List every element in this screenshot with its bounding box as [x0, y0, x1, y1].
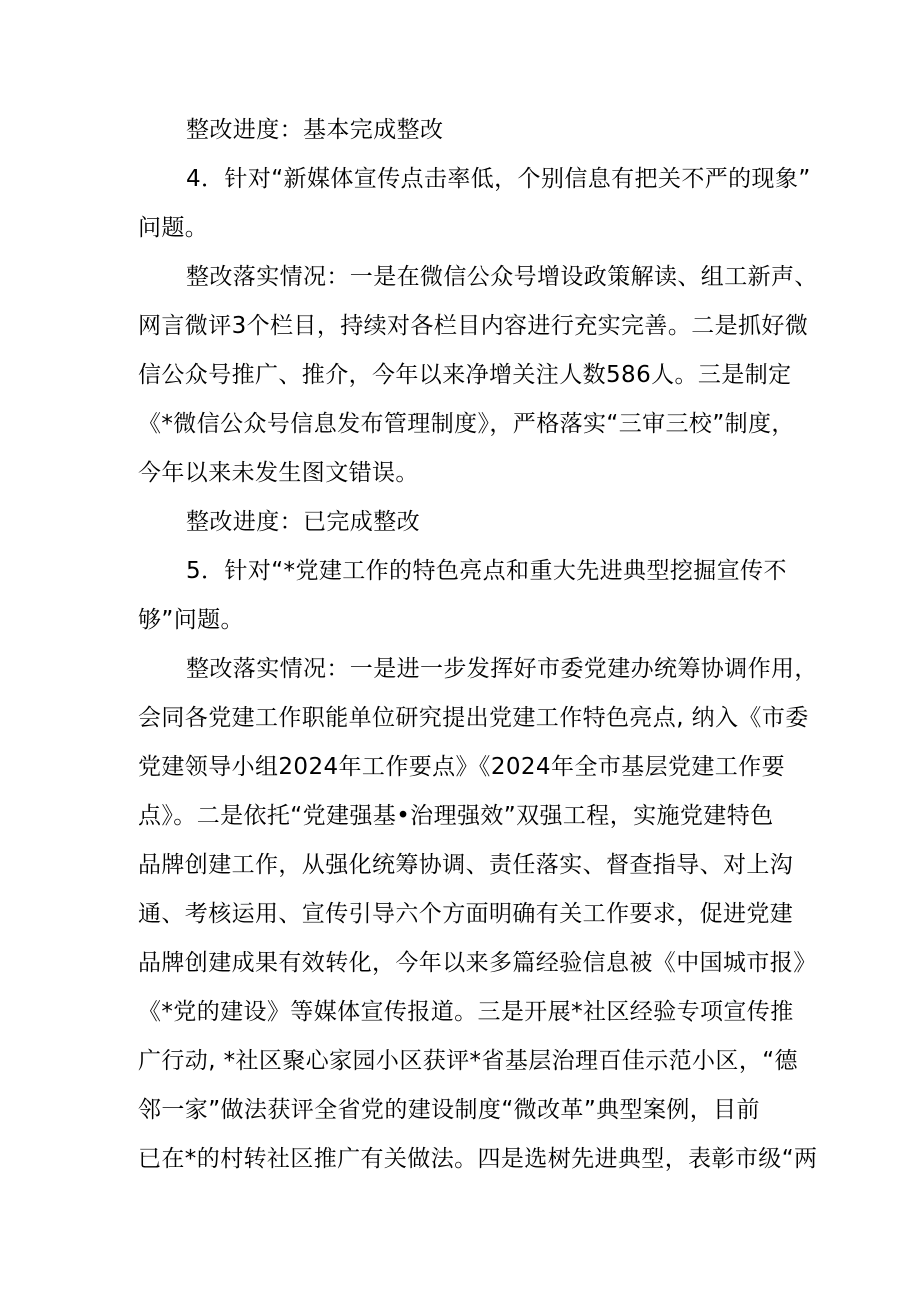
rectification-paragraph-line: 党建领导小组2024年工作要点》《2024年全市基层党建工作要	[138, 754, 785, 780]
rectification-paragraph-line: 整改落实情况：一是进一步发挥好市委党建办统筹协调作用，	[186, 656, 818, 682]
item-4-heading-line: 4．针对“新媒体宣传点击率低，个别信息有把关不严的现象”	[186, 166, 811, 192]
rectification-paragraph-line: 会同各党建工作职能单位研究提出党建工作特色亮点, 纳入《市委	[138, 705, 809, 731]
rectification-paragraph-line: 点》。二是依托“党建强基•治理强效”双强工程，实施党建特色	[138, 803, 774, 829]
rectification-paragraph-line: 品牌创建工作，从强化统筹协调、责任落实、督查指导、对上沟	[138, 852, 794, 878]
rectification-paragraph-line: 品牌创建成果有效转化，今年以来多篇经验信息被《中国城市报》	[138, 950, 817, 976]
rectification-paragraph-line: 《*微信公众号信息发布管理制度》，严格落实“三审三校”制度，	[138, 411, 795, 437]
rectification-paragraph-line: 通、考核运用、宣传引导六个方面明确有关工作要求，促进党建	[138, 901, 794, 927]
item-5-heading-line: 5．针对“*党建工作的特色亮点和重大先进典型挖掘宣传不	[186, 558, 787, 584]
rectification-paragraph-line: 整改落实情况：一是在微信公众号增设政策解读、组工新声、	[186, 264, 818, 290]
progress-status-line: 整改进度：基本完成整改	[186, 117, 444, 143]
rectification-paragraph-line: 已在*的村转社区推广有关做法。四是选树先进典型，表彰市级“两	[138, 1146, 818, 1172]
rectification-paragraph-line: 信公众号推广、推介，今年以来净增关注人数586人。三是制定	[138, 362, 792, 388]
progress-status-line: 整改进度：已完成整改	[186, 509, 420, 535]
rectification-paragraph-line: 广行动, *社区聚心家园小区获评*省基层治理百佳示范小区，“德	[138, 1048, 798, 1074]
rectification-paragraph-line: 《*党的建设》等媒体宣传报道。三是开展*社区经验专项宣传推	[138, 999, 794, 1025]
item-4-heading-line: 问题。	[138, 215, 209, 241]
rectification-paragraph-line: 网言微评3个栏目，持续对各栏目内容进行充实完善。二是抓好微	[138, 313, 809, 339]
item-5-heading-line: 够”问题。	[138, 607, 244, 633]
rectification-paragraph-line: 邻一家”做法获评全省党的建设制度“微改革”典型案例，目前	[138, 1097, 760, 1123]
rectification-paragraph-line: 今年以来未发生图文错误。	[138, 460, 419, 486]
